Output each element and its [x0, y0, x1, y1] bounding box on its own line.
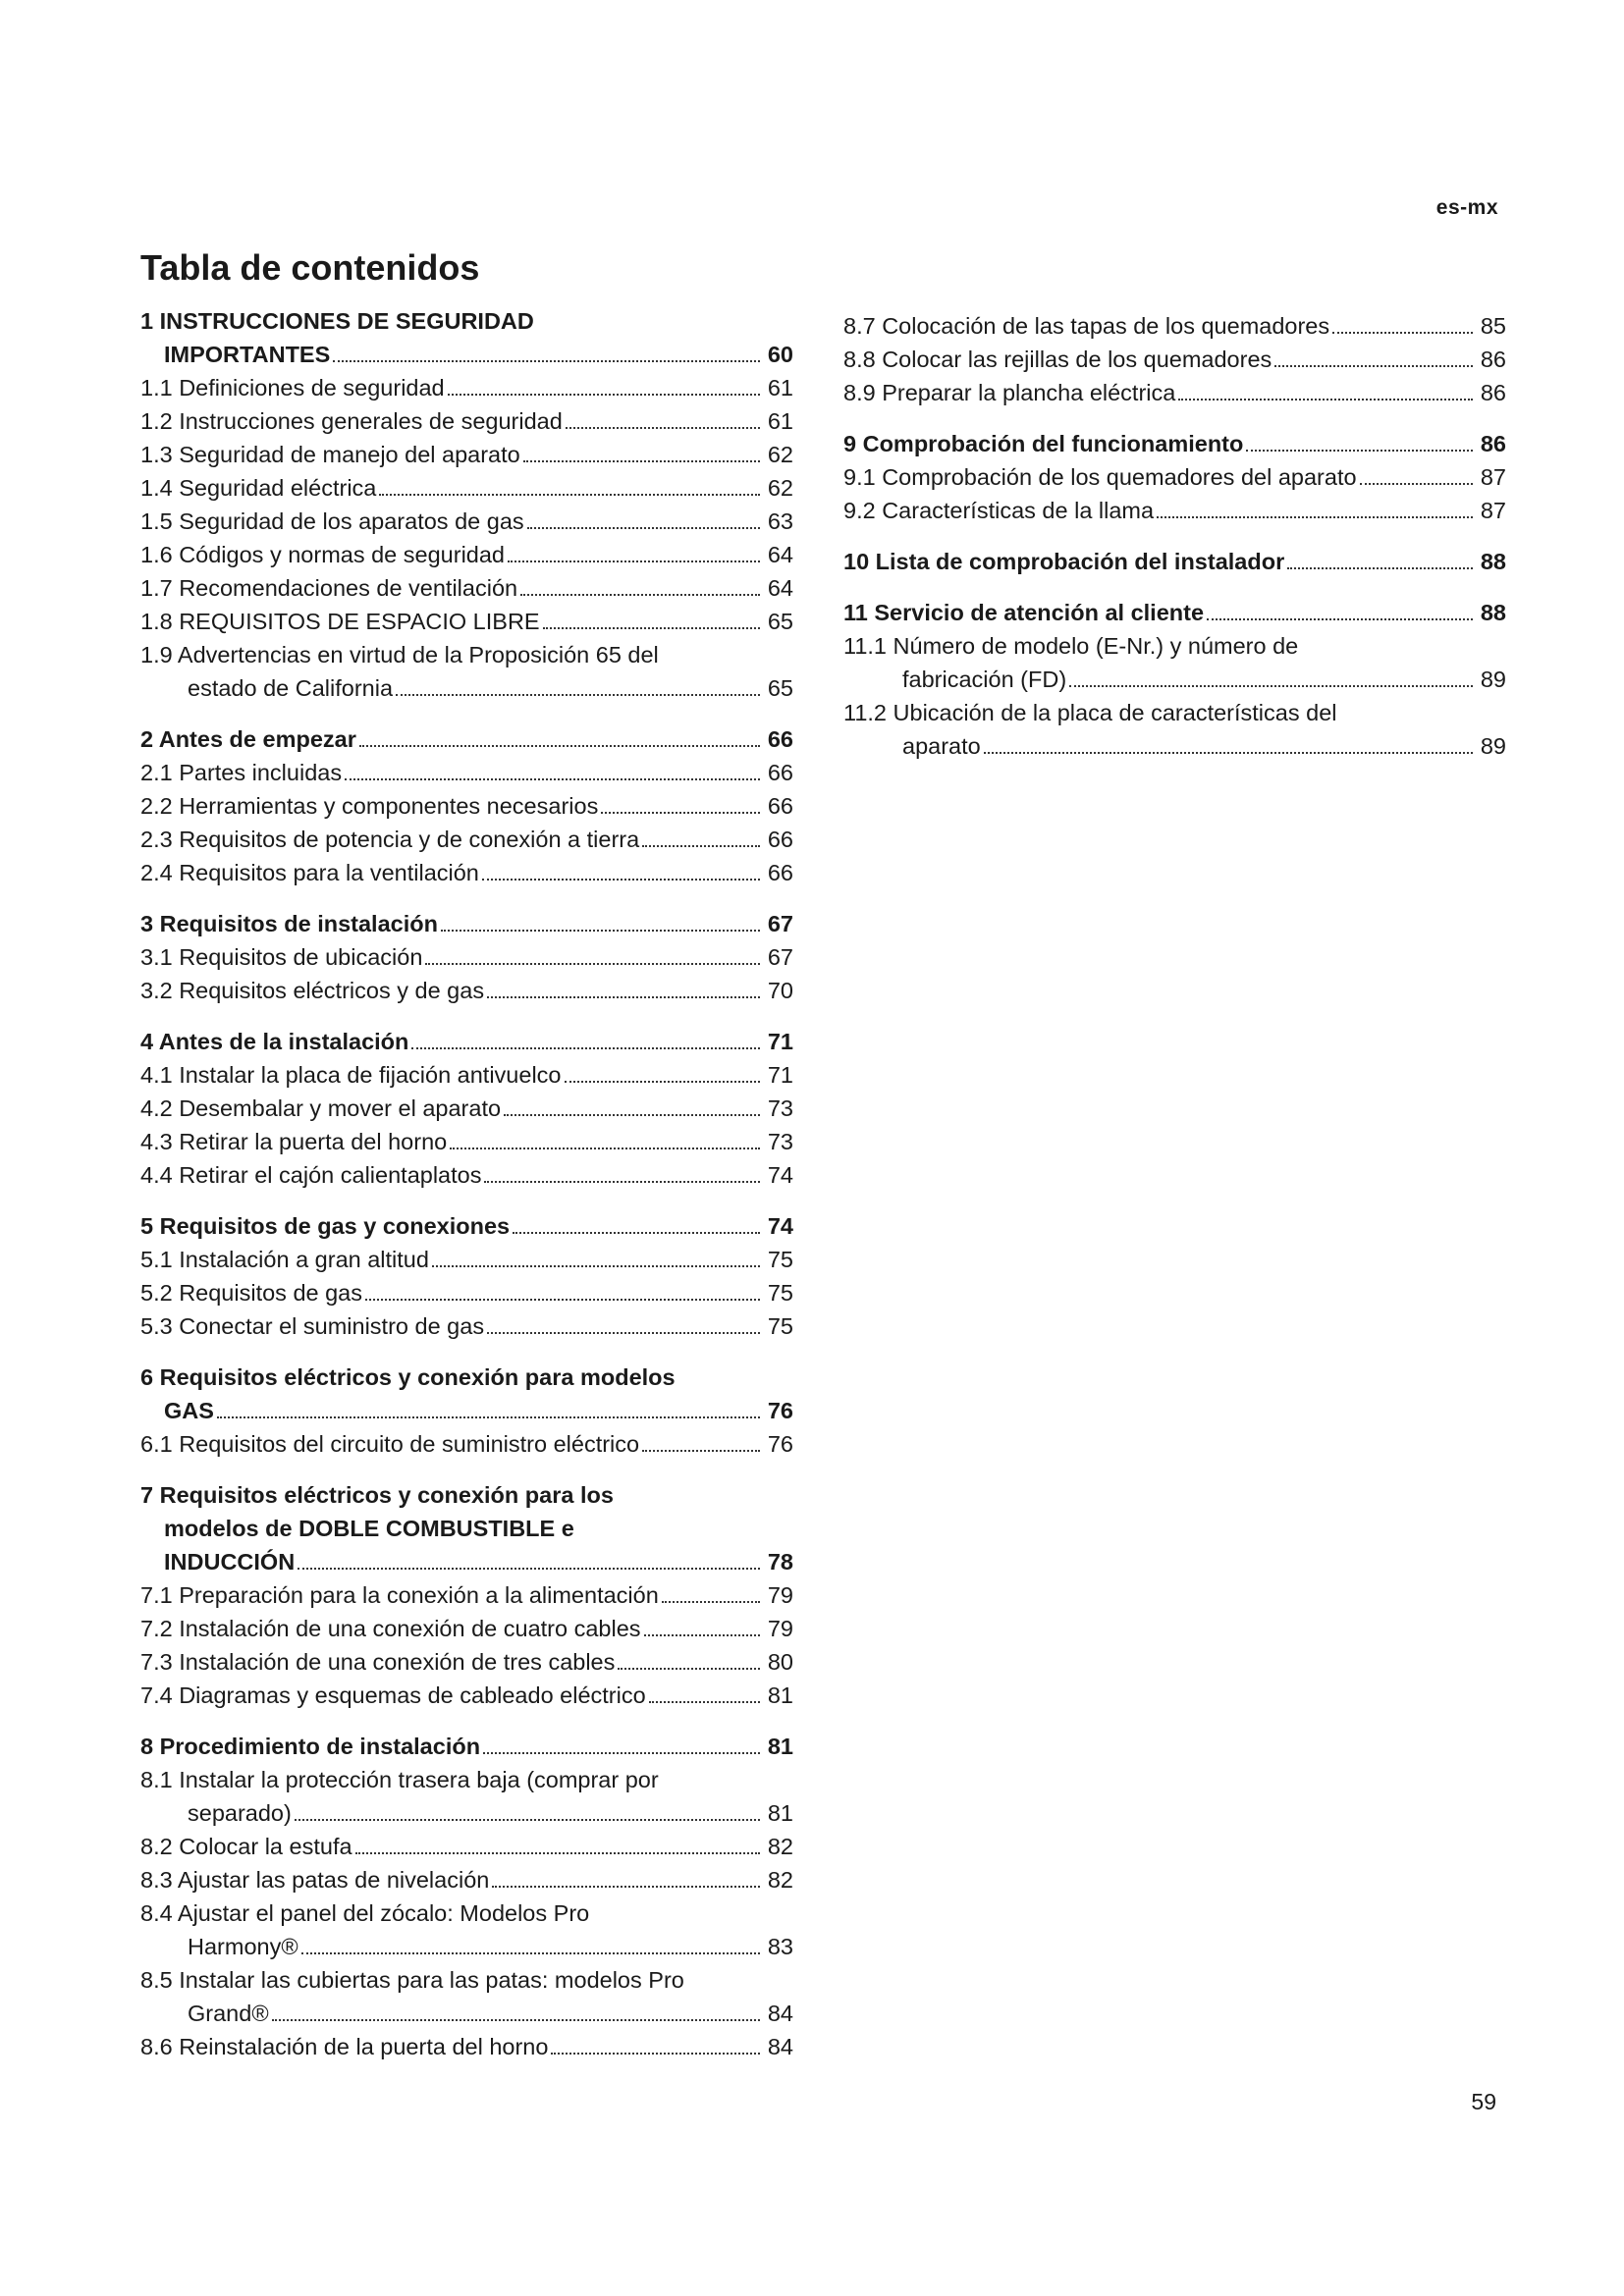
- toc-item[interactable]: [843, 309, 1506, 343]
- toc-heading[interactable]: [140, 1545, 793, 1578]
- toc-page: 70: [767, 978, 793, 1003]
- leader-dots: [365, 1299, 760, 1301]
- page-number: 59: [1471, 2089, 1496, 2114]
- toc-item[interactable]: [140, 505, 793, 538]
- toc-page: 67: [767, 911, 793, 936]
- toc-item[interactable]: [140, 789, 793, 823]
- toc-page: 73: [767, 1129, 793, 1154]
- toc-section-8: [140, 1730, 793, 2063]
- leader-dots: [1287, 567, 1473, 569]
- toc-heading-line: 6 Requisitos eléctricos y conexión para modelos: [140, 1364, 676, 1390]
- page-title: Tabla de contenidos: [140, 247, 480, 288]
- toc-item-text: 4.3 Retirar la puerta del horno: [140, 1129, 448, 1154]
- toc-item[interactable]: [140, 823, 793, 856]
- toc-item[interactable]: [140, 1427, 793, 1461]
- toc-item-text: 9.1 Comprobación de los quemadores del aparato: [843, 464, 1357, 490]
- toc-heading-text: 8 Procedimiento de instalación: [140, 1734, 481, 1759]
- toc-item[interactable]: [843, 343, 1506, 376]
- toc-page: 80: [767, 1649, 793, 1675]
- leader-dots: [551, 2053, 760, 2055]
- toc-item[interactable]: [843, 729, 1506, 763]
- toc-item-text: 7.2 Instalación de una conexión de cuatro cables: [140, 1616, 641, 1641]
- toc-item-text: 2.4 Requisitos para la ventilación: [140, 860, 479, 885]
- toc-heading[interactable]: [140, 1730, 793, 1763]
- toc-item-text: 5.2 Requisitos de gas: [140, 1280, 363, 1306]
- toc-item[interactable]: [140, 1058, 793, 1092]
- toc-page: 81: [767, 1682, 793, 1708]
- leader-dots: [432, 1265, 760, 1267]
- toc-item-text: separado): [188, 1800, 292, 1826]
- toc-item[interactable]: [140, 1578, 793, 1612]
- leader-dots: [1178, 399, 1473, 400]
- leader-dots: [1332, 332, 1473, 334]
- toc-page: 62: [767, 475, 793, 501]
- toc-item-text: 4.2 Desembalar y mover el aparato: [140, 1095, 502, 1121]
- toc-item-text: fabricación (FD): [902, 667, 1067, 692]
- toc-item[interactable]: [140, 1612, 793, 1645]
- toc-item-text: 5.1 Instalación a gran altitud: [140, 1247, 429, 1272]
- toc-page: 86: [1480, 380, 1506, 405]
- toc-item-text: Grand®: [188, 2001, 269, 2026]
- toc-page: 87: [1480, 498, 1506, 523]
- leader-dots: [984, 752, 1473, 754]
- leader-dots: [642, 845, 760, 847]
- leader-dots: [649, 1701, 760, 1703]
- toc-heading[interactable]: [140, 907, 793, 940]
- toc-item[interactable]: [140, 974, 793, 1007]
- leader-dots: [523, 460, 760, 462]
- language-tag: es-mx: [1435, 196, 1498, 219]
- toc-item-text: 1.7 Recomendaciones de ventilación: [140, 575, 518, 601]
- toc-page: 82: [767, 1834, 793, 1859]
- leader-dots: [601, 812, 760, 814]
- toc-item-line: 11.2 Ubicación de la placa de características del: [843, 700, 1337, 725]
- toc-item-text: 7.4 Diagramas y esquemas de cableado eléctrico: [140, 1682, 646, 1708]
- leader-dots: [484, 1181, 760, 1183]
- toc-page: 66: [767, 793, 793, 819]
- toc-item[interactable]: [140, 1645, 793, 1679]
- toc-section-2: [140, 722, 793, 889]
- toc-heading[interactable]: [843, 427, 1506, 460]
- toc-heading-text: 10 Lista de comprobación del instalador: [843, 549, 1285, 574]
- toc-page: 64: [767, 575, 793, 601]
- toc-left-column: [140, 304, 793, 2081]
- toc-heading-text: 9 Comprobación del funcionamiento: [843, 431, 1244, 456]
- leader-dots: [492, 1886, 760, 1888]
- toc-page: 79: [767, 1616, 793, 1641]
- toc-page: 71: [767, 1062, 793, 1088]
- leader-dots: [450, 1148, 760, 1149]
- toc-heading-line: modelos de DOBLE COMBUSTIBLE e: [164, 1516, 574, 1541]
- toc-page: 88: [1480, 549, 1506, 574]
- leader-dots: [642, 1450, 760, 1452]
- toc-item-text: 8.8 Colocar las rejillas de los quemadores: [843, 347, 1272, 372]
- toc-item[interactable]: [140, 1930, 793, 1963]
- toc-page: 62: [767, 442, 793, 467]
- toc-heading[interactable]: [843, 596, 1506, 629]
- toc-item-text: 3.1 Requisitos de ubicación: [140, 944, 423, 970]
- toc-heading-line: 1 INSTRUCCIONES DE SEGURIDAD: [140, 308, 534, 334]
- toc-item-text: 4.1 Instalar la placa de fijación antivuelco: [140, 1062, 562, 1088]
- toc-item[interactable]: [843, 376, 1506, 409]
- toc-page: 76: [767, 1431, 793, 1457]
- toc-item-text: 8.6 Reinstalación de la puerta del horno: [140, 2034, 549, 2059]
- toc-heading[interactable]: [843, 545, 1506, 578]
- toc-section-4: [140, 1025, 793, 1192]
- leader-dots: [379, 494, 760, 496]
- leader-dots: [1274, 365, 1473, 367]
- leader-dots: [482, 879, 760, 881]
- toc-item-line: 8.5 Instalar las cubiertas para las patas: modelos Pro: [140, 1967, 684, 1993]
- toc-item-line: 8.4 Ajustar el panel del zócalo: Modelos Pro: [140, 1900, 590, 1926]
- toc-item-text: 5.3 Conectar el suministro de gas: [140, 1313, 485, 1339]
- toc-item-text: 8.2 Colocar la estufa: [140, 1834, 352, 1859]
- leader-dots: [272, 2019, 760, 2021]
- toc-item-text: 8.9 Preparar la plancha eléctrica: [843, 380, 1176, 405]
- toc-item-text: 2.1 Partes incluidas: [140, 760, 343, 785]
- toc-item[interactable]: [140, 1679, 793, 1712]
- toc-page: 75: [767, 1247, 793, 1272]
- toc-heading[interactable]: [140, 722, 793, 756]
- toc-page: 86: [1480, 347, 1506, 372]
- leader-dots: [487, 1332, 760, 1334]
- leader-dots: [565, 1081, 761, 1083]
- toc-section-8-cont: [843, 309, 1506, 409]
- leader-dots: [483, 1752, 760, 1754]
- toc-heading[interactable]: [140, 1394, 793, 1427]
- toc-page: 71: [767, 1029, 793, 1054]
- toc-item-line: 11.1 Número de modelo (E-Nr.) y número de: [843, 633, 1299, 659]
- toc-page: 81: [767, 1734, 793, 1759]
- toc-heading-line: 7 Requisitos eléctricos y conexión para los: [140, 1482, 614, 1508]
- toc-item[interactable]: [843, 663, 1506, 696]
- toc-item[interactable]: [140, 1796, 793, 1830]
- toc-item[interactable]: [140, 371, 793, 404]
- toc-heading[interactable]: [140, 1025, 793, 1058]
- toc-page: 65: [767, 609, 793, 634]
- toc-item-text: 2.3 Requisitos de potencia y de conexión a tierra: [140, 827, 640, 852]
- toc-item-text: 6.1 Requisitos del circuito de suministro eléctrico: [140, 1431, 640, 1457]
- toc-item[interactable]: [140, 471, 793, 505]
- toc-page: 74: [767, 1162, 793, 1188]
- leader-dots: [566, 427, 760, 429]
- leader-dots: [543, 627, 760, 629]
- toc-item-text: aparato: [902, 733, 981, 759]
- toc-page: 74: [767, 1213, 793, 1239]
- toc-item-text: 1.2 Instrucciones generales de seguridad: [140, 408, 563, 434]
- toc-page: 79: [767, 1582, 793, 1608]
- leader-dots: [295, 1819, 760, 1821]
- toc-heading-text: 2 Antes de empezar: [140, 726, 356, 752]
- toc-heading-text: 5 Requisitos de gas y conexiones: [140, 1213, 511, 1239]
- toc-item-text: 8.7 Colocación de las tapas de los quemadores: [843, 313, 1330, 339]
- leader-dots: [1360, 483, 1473, 485]
- toc-section-11: [843, 596, 1506, 763]
- toc-item[interactable]: [140, 404, 793, 438]
- toc-item-text: 1.5 Seguridad de los aparatos de gas: [140, 508, 524, 534]
- toc-item-text: 1.8 REQUISITOS DE ESPACIO LIBRE: [140, 609, 540, 634]
- toc-page: 64: [767, 542, 793, 567]
- leader-dots: [644, 1634, 760, 1636]
- toc-item[interactable]: [140, 940, 793, 974]
- leader-dots: [425, 963, 760, 965]
- toc-item-text: 7.1 Preparación para la conexión a la alimentación: [140, 1582, 659, 1608]
- toc-page: 60: [767, 342, 793, 367]
- toc-heading[interactable]: [140, 1209, 793, 1243]
- toc-page: 65: [767, 675, 793, 701]
- toc-item-text: 1.6 Códigos y normas de seguridad: [140, 542, 505, 567]
- toc-item[interactable]: [140, 1863, 793, 1896]
- toc-page: 82: [767, 1867, 793, 1893]
- toc-item-text: 8.3 Ajustar las patas de nivelación: [140, 1867, 490, 1893]
- leader-dots: [441, 930, 760, 932]
- toc-item[interactable]: [843, 460, 1506, 494]
- leader-dots: [333, 360, 760, 362]
- toc-page: 66: [767, 827, 793, 852]
- leader-dots: [1246, 450, 1473, 452]
- toc-item-text: 1.1 Definiciones de seguridad: [140, 375, 445, 400]
- toc-item[interactable]: [140, 756, 793, 789]
- toc-section-10: [843, 545, 1506, 578]
- toc-item[interactable]: [140, 856, 793, 889]
- toc-section-1: [140, 304, 793, 705]
- toc-page: 89: [1480, 733, 1506, 759]
- toc-page: 84: [767, 2034, 793, 2059]
- toc-item[interactable]: [140, 1276, 793, 1309]
- toc-item[interactable]: [140, 1243, 793, 1276]
- toc-heading-text: IMPORTANTES: [164, 342, 331, 367]
- toc-right-column: [843, 309, 1506, 780]
- leader-dots: [520, 594, 760, 596]
- toc-section-5: [140, 1209, 793, 1343]
- toc-page: 86: [1480, 431, 1506, 456]
- toc-page: 83: [767, 1934, 793, 1959]
- toc-page: 84: [767, 2001, 793, 2026]
- leader-dots: [1069, 685, 1473, 687]
- toc-page: 85: [1480, 313, 1506, 339]
- toc-item[interactable]: [140, 1997, 793, 2030]
- toc-page: 75: [767, 1280, 793, 1306]
- toc-item[interactable]: [140, 538, 793, 571]
- toc-item-text: 9.2 Características de la llama: [843, 498, 1155, 523]
- toc-page: 66: [767, 760, 793, 785]
- toc-page: 73: [767, 1095, 793, 1121]
- leader-dots: [504, 1114, 760, 1116]
- leader-dots: [411, 1047, 760, 1049]
- toc-heading-text: INDUCCIÓN: [164, 1549, 296, 1575]
- leader-dots: [298, 1568, 760, 1570]
- toc-item[interactable]: [140, 1309, 793, 1343]
- toc-item-text: 3.2 Requisitos eléctricos y de gas: [140, 978, 485, 1003]
- leader-dots: [355, 1852, 760, 1854]
- leader-dots: [359, 745, 760, 747]
- toc-item[interactable]: [140, 2030, 793, 2063]
- toc-item-text: Harmony®: [188, 1934, 298, 1959]
- toc-page: 66: [767, 726, 793, 752]
- toc-item-text: 4.4 Retirar el cajón calientaplatos: [140, 1162, 482, 1188]
- toc-page: 67: [767, 944, 793, 970]
- toc-item[interactable]: [140, 571, 793, 605]
- leader-dots: [527, 527, 760, 529]
- leader-dots: [396, 694, 760, 696]
- toc-item[interactable]: [140, 671, 793, 705]
- toc-section-6: [140, 1361, 793, 1461]
- leader-dots: [508, 561, 760, 562]
- toc-heading-text: GAS: [164, 1398, 214, 1423]
- toc-item[interactable]: [843, 494, 1506, 527]
- toc-item[interactable]: [140, 1830, 793, 1863]
- toc-item-text: 2.2 Herramientas y componentes necesarios: [140, 793, 599, 819]
- toc-heading-text: 4 Antes de la instalación: [140, 1029, 409, 1054]
- toc-page: 78: [767, 1549, 793, 1575]
- leader-dots: [513, 1232, 760, 1234]
- leader-dots: [1207, 618, 1473, 620]
- toc-item-line: 8.1 Instalar la protección trasera baja (comprar por: [140, 1767, 659, 1792]
- leader-dots: [448, 394, 760, 396]
- toc-heading-text: 3 Requisitos de instalación: [140, 911, 438, 936]
- toc-section-9: [843, 427, 1506, 527]
- leader-dots: [662, 1601, 760, 1603]
- toc-page: 75: [767, 1313, 793, 1339]
- toc-item-line: 1.9 Advertencias en virtud de la Proposición 65 del: [140, 642, 659, 667]
- leader-dots: [487, 996, 760, 998]
- leader-dots: [345, 778, 760, 780]
- leader-dots: [1157, 516, 1473, 518]
- toc-item[interactable]: [140, 1125, 793, 1158]
- toc-page: 66: [767, 860, 793, 885]
- leader-dots: [301, 1952, 760, 1954]
- toc-section-3: [140, 907, 793, 1007]
- toc-page: 89: [1480, 667, 1506, 692]
- toc-item[interactable]: [140, 438, 793, 471]
- toc-page: 81: [767, 1800, 793, 1826]
- toc-item[interactable]: [140, 1158, 793, 1192]
- toc-page: 88: [1480, 600, 1506, 625]
- toc-item[interactable]: [140, 605, 793, 638]
- toc-item-text: 1.3 Seguridad de manejo del aparato: [140, 442, 520, 467]
- toc-page: 63: [767, 508, 793, 534]
- toc-heading-text: 11 Servicio de atención al cliente: [843, 600, 1205, 625]
- toc-item-text: estado de California: [188, 675, 394, 701]
- leader-dots: [618, 1668, 760, 1670]
- toc-item[interactable]: [140, 1092, 793, 1125]
- leader-dots: [217, 1416, 760, 1418]
- toc-page: 76: [767, 1398, 793, 1423]
- toc-heading[interactable]: [140, 338, 793, 371]
- toc-page: 61: [767, 375, 793, 400]
- toc-item-text: 1.4 Seguridad eléctrica: [140, 475, 377, 501]
- toc-item-text: 7.3 Instalación de una conexión de tres cables: [140, 1649, 616, 1675]
- toc-page: 61: [767, 408, 793, 434]
- toc-section-7: [140, 1478, 793, 1712]
- toc-page: 87: [1480, 464, 1506, 490]
